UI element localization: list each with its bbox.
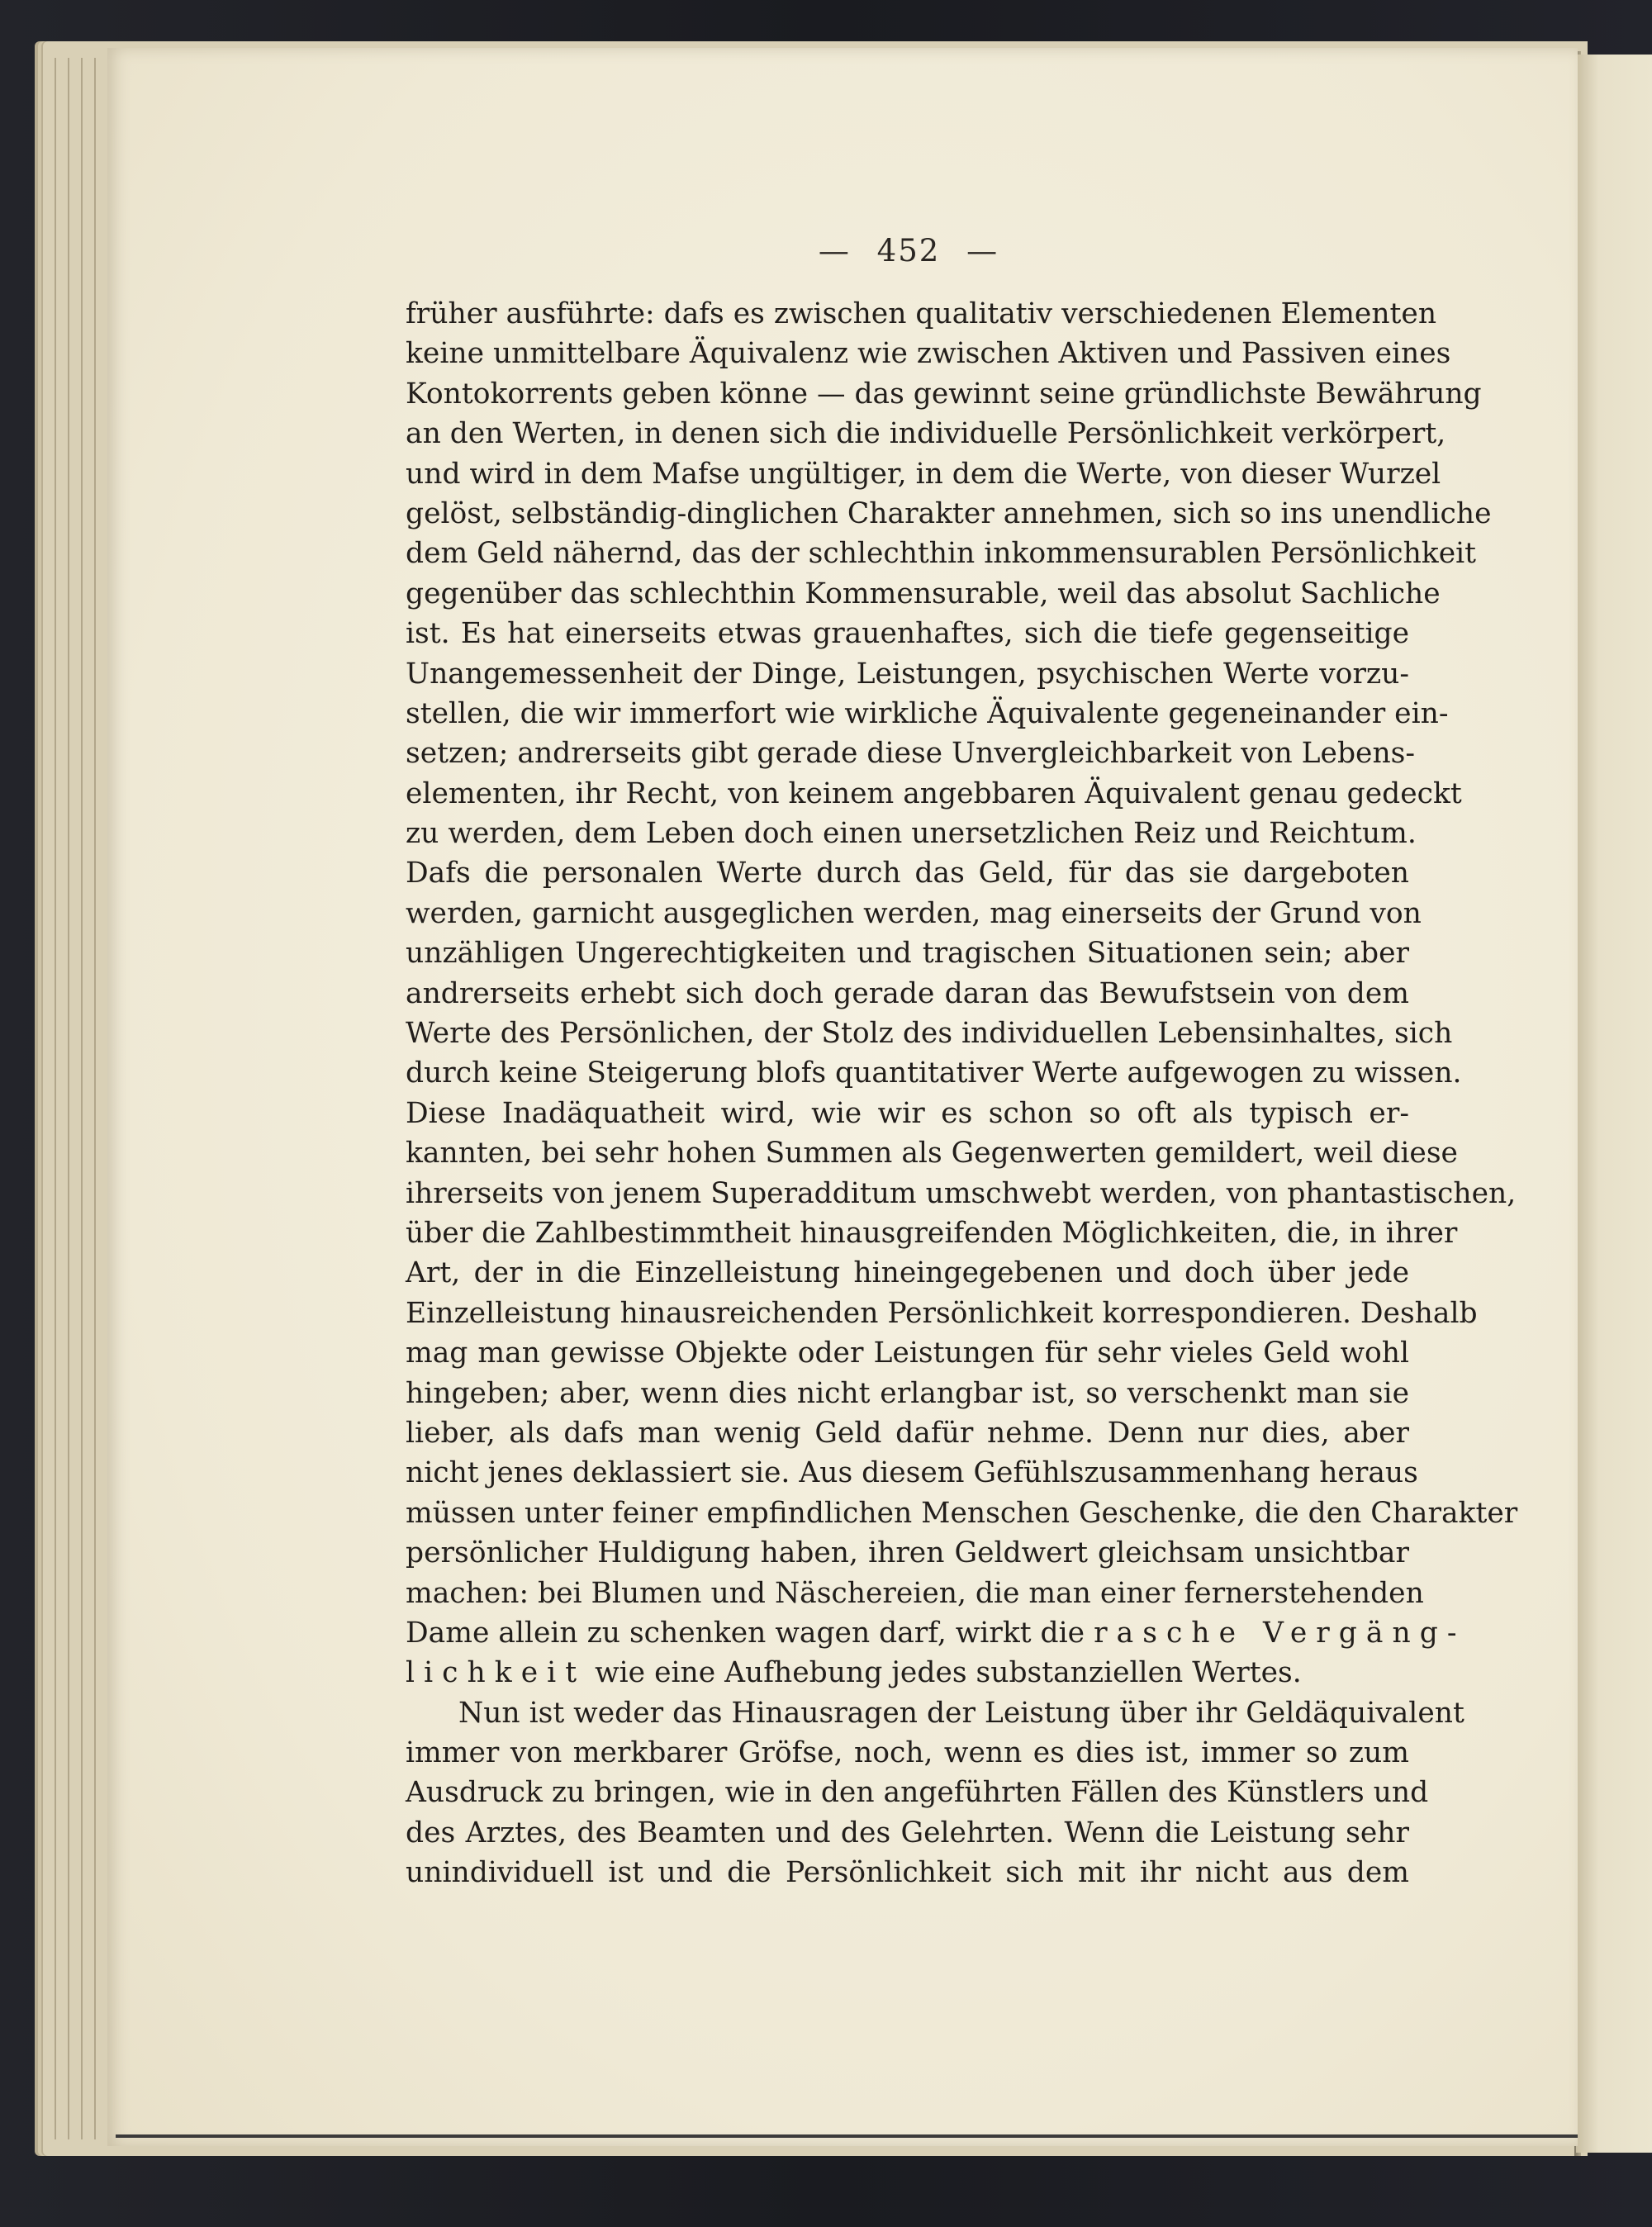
body-text (406, 294, 1518, 1893)
text-line: keine unmittelbare Äquivalenz wie zwischen Aktiven und Passiven eines (406, 337, 1451, 371)
page-number: — 452 — (818, 233, 999, 268)
text-line: unzähligen Ungerechtigkeiten und tragischen Situationen sein; aber (406, 937, 1409, 971)
text-line: immer von merkbarer Gröfse, noch, wenn es dies ist, immer so zum (406, 1736, 1409, 1770)
paragraph-2 (406, 1693, 1464, 1893)
text-line: Ausdruck zu bringen, wie in den angeführten Fällen des Künstlers und (406, 1776, 1429, 1810)
text-line: gelöst, selbständig-dinglichen Charakter annehmen, sich so ins unendliche (406, 496, 1492, 530)
text-line: gegenüber das schlechthin Kommensurable, weil das absolut Sachliche (406, 577, 1441, 610)
page-edge-line (94, 58, 96, 2139)
text-line: dem Geld nähernd, das der schlechthin inkommensurablen Persönlichkeit (406, 537, 1477, 571)
text-line: lieber, als dafs man wenig Geld dafür nehme. Denn nur dies, aber (406, 1416, 1409, 1450)
text-line: Diese Inadäquatheit wird, wie wir es schon so oft als typisch er- (406, 1096, 1409, 1130)
next-page-sliver (1576, 55, 1652, 2153)
paragraph-1 (406, 294, 1518, 1693)
text-line: persönlicher Huldigung haben, ihren Geldwert gleichsam unsichtbar (406, 1536, 1409, 1570)
text-line-spaced (406, 1613, 1466, 1653)
text-line: kannten, bei sehr hohen Summen als Gegenwerten gemildert, weil diese (406, 1137, 1458, 1170)
text-line: Unangemessenheit der Dinge, Leistungen, psychischen Werte vorzu- (406, 657, 1409, 691)
text-line: Kontokorrents geben könne — das gewinnt seine gründlichste Bewährung (406, 377, 1482, 411)
text-line: zu werden, dem Leben doch einen unersetzlichen Reiz und Reichtum. (406, 817, 1417, 851)
page-edge-line (81, 58, 83, 2139)
text-line: und wird in dem Mafse ungültiger, in dem die Werte, von dieser Wurzel (406, 457, 1441, 491)
text-line: Dafs die personalen Werte durch das Geld, für das sie dargeboten (406, 857, 1409, 890)
text-line: Art, der in die Einzelleistung hineingegebenen und doch über jede (406, 1256, 1409, 1290)
text-line: machen: bei Blumen und Näschereien, die man einer fernerstehenden (406, 1576, 1424, 1610)
text-segment: Dame allein zu schenken wagen darf, wirkt die (406, 1616, 1094, 1650)
text-line: werden, garnicht ausgeglichen werden, mag einerseits der Grund von (406, 896, 1422, 930)
text-line: ihrerseits von jenem Superadditum umschwebt werden, von phantastischen, (406, 1176, 1517, 1210)
text-line: des Arztes, des Beamten und des Gelehrten. Wenn die Leistung sehr (406, 1816, 1409, 1850)
letterspaced-emphasis: rasche Vergäng- (1094, 1616, 1466, 1650)
text-line: durch keine Steigerung blofs quantitativer Werte aufgewogen zu wissen. (406, 1057, 1462, 1090)
text-line: elementen, ihr Recht, von keinem angebbaren Äquivalent genau gedeckt (406, 776, 1462, 810)
text-line: Einzelleistung hinausreichenden Persönlichkeit korrespondieren. Deshalb (406, 1296, 1478, 1330)
text-line: andrerseits erhebt sich doch gerade daran das Bewufstsein von dem (406, 976, 1409, 1010)
text-line: über die Zahlbestimmtheit hinausgreifenden Möglichkeiten, die, in ihrer (406, 1216, 1458, 1250)
text-line: früher ausführte: dafs es zwischen qualitativ verschiedenen Elementen (406, 297, 1437, 330)
text-line: ist. Es hat einerseits etwas grauenhaftes, sich die tiefe gegenseitige (406, 617, 1409, 651)
page-bottom-edge (116, 2134, 1578, 2138)
page-edge-line (68, 58, 69, 2139)
text-segment: wie eine Aufhebung jedes substanziellen Wertes. (586, 1656, 1302, 1690)
text-line: mag man gewisse Objekte oder Leistungen für sehr vieles Geld wohl (406, 1337, 1409, 1370)
text-line: nicht jenes deklassiert sie. Aus diesem Gefühlszusammenhang heraus (406, 1456, 1418, 1490)
text-line: stellen, die wir immerfort wie wirkliche Äquivalente gegeneinander ein- (406, 696, 1449, 730)
text-line: unindividuell ist und die Persönlichkeit sich mit ihr nicht aus dem (406, 1856, 1409, 1890)
text-line: setzen; andrerseits gibt gerade diese Unvergleichbarkeit von Lebens- (406, 737, 1416, 771)
text-line: müssen unter feiner empfindlichen Menschen Geschenke, die den Charakter (406, 1496, 1518, 1530)
text-line-spaced (406, 1653, 1409, 1693)
text-line: Nun ist weder das Hinausragen der Leistung über ihr Geldäquivalent (458, 1696, 1464, 1730)
text-line: Werte des Persönlichen, der Stolz des individuellen Lebensinhaltes, sich (406, 1017, 1453, 1051)
text-line: an den Werten, in denen sich die individuelle Persönlichkeit verkörpert, (406, 417, 1446, 451)
letterspaced-emphasis: lichkeit (406, 1656, 586, 1690)
page-edge-line (55, 58, 56, 2139)
text-line: hingeben; aber, wenn dies nicht erlangbar ist, so verschenkt man sie (406, 1376, 1409, 1410)
